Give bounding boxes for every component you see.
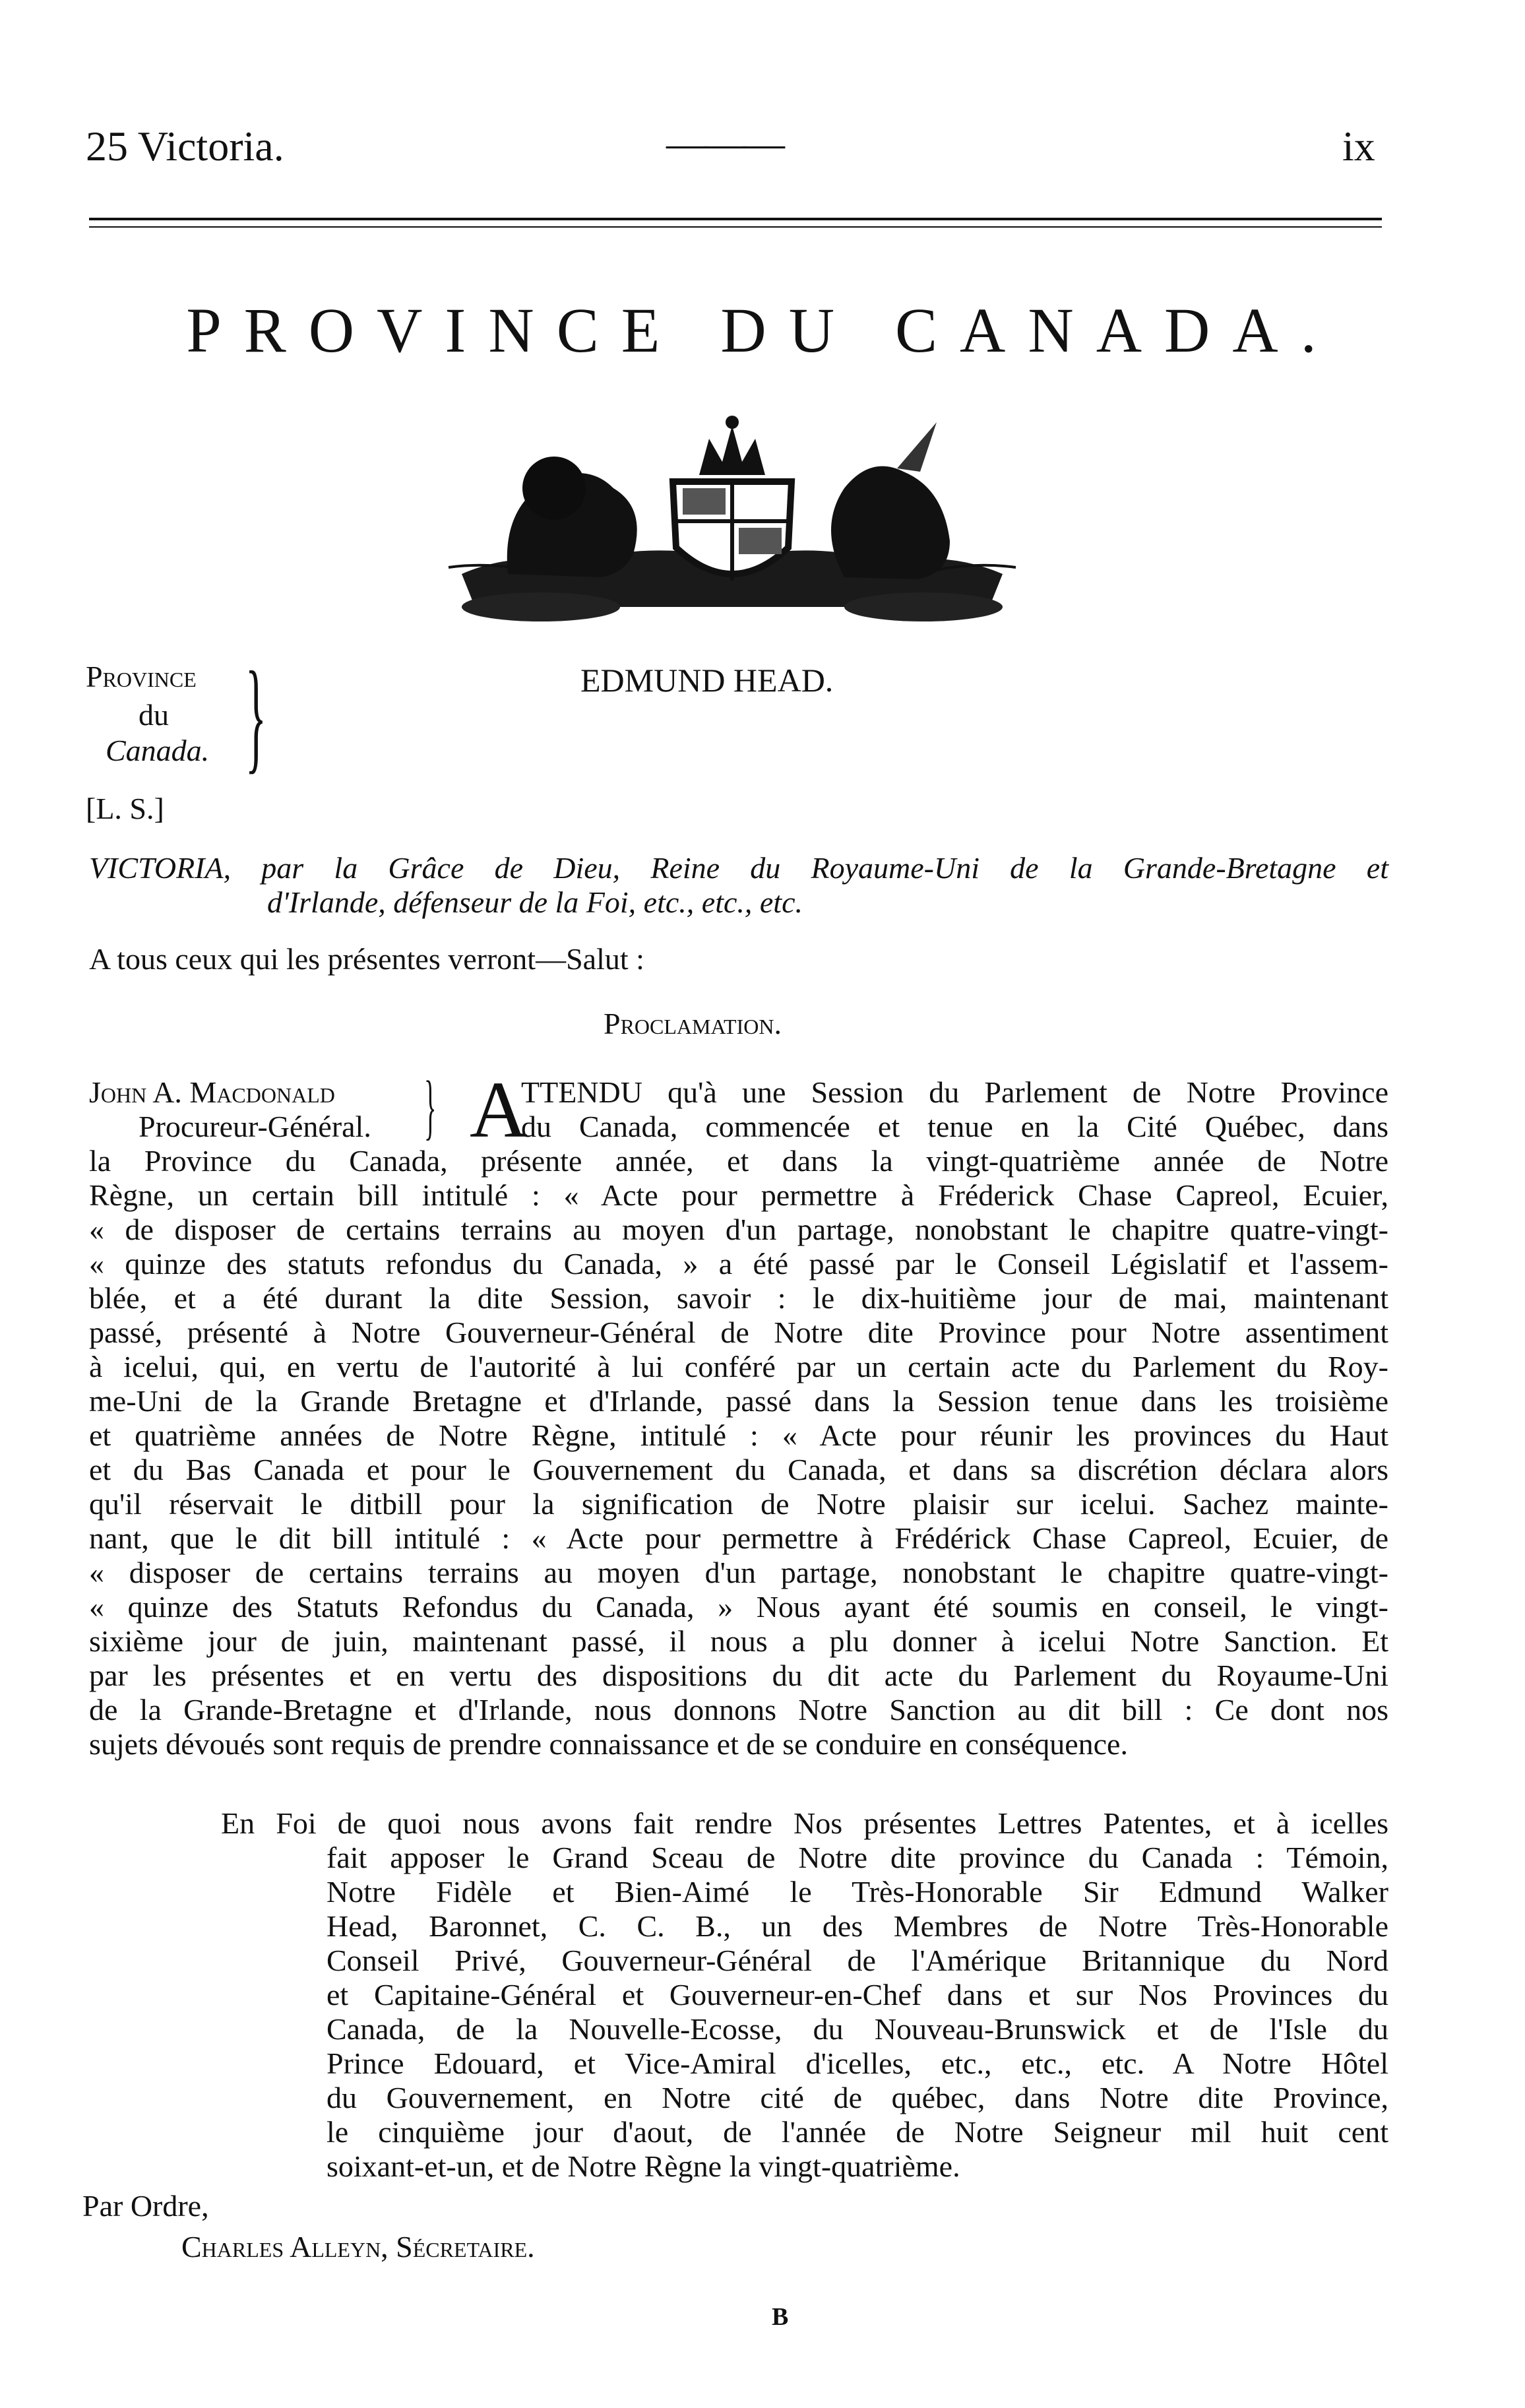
secretary-signature: Charles Alleyn, Sécretaire. <box>181 2230 535 2264</box>
proclamation-line: qu'il réservait le ditbill pour la signification de Notre plaisir sur icelui. Sachez mainte- <box>89 1487 1388 1521</box>
proclamation-line: Règne, un certain bill intitulé : « Acte pour permettre à Fréderick Chase Capreol, Ecuier, <box>89 1178 1388 1212</box>
proclamation-line: par les présentes et en vertu des dispositions du dit acte du Parlement du Royaume-Uni <box>89 1659 1388 1692</box>
attestation-line: En Foi de quoi nous avons fait rendre Nos présentes Lettres Patentes, et à icelles <box>221 1806 1388 1840</box>
proclamation-line: « quinze des statuts refondus du Canada, » a été passé par le Conseil Législatif et l'assem- <box>89 1247 1388 1281</box>
governor-signature: EDMUND HEAD. <box>580 662 834 699</box>
royal-style-line-2: d'Irlande, défenseur de la Foi, etc., etc., etc. <box>267 885 803 919</box>
drop-cap: A <box>470 1065 528 1155</box>
running-head-dash: ——— <box>666 119 781 166</box>
attorney-general-office: Procureur-Général. <box>139 1110 371 1143</box>
by-order-label: Par Ordre, <box>82 2189 209 2223</box>
proclamation-line: « de disposer de certains terrains au moyen d'un partage, nonobstant le chapitre quatre-vingt- <box>89 1213 1388 1246</box>
page-folio: ix <box>1342 123 1375 170</box>
signature-mark: B <box>772 2303 789 2331</box>
proclamation-line: nant, que le dit bill intitulé : « Acte pour permettre à Frédérick Chase Capreol, Ecuier, de <box>89 1521 1388 1555</box>
attestation-line: et Capitaine-Général et Gouverneur-en-Chef dans et sur Nos Provinces du <box>327 1978 1388 2012</box>
proclamation-line: et quatrième années de Notre Règne, intitulé : « Acte pour réunir les provinces du Haut <box>89 1418 1388 1452</box>
header-rule-top <box>89 218 1382 220</box>
proclamation-line: de la Grande-Bretagne et d'Irlande, nous donnons Notre Sanction au dit bill : Ce dont nos <box>89 1693 1388 1727</box>
attestation-line: fait apposer le Grand Sceau de Notre dite province du Canada : Témoin, <box>327 1841 1388 1874</box>
attestation-line: Prince Edouard, et Vice-Amiral d'icelles, etc., etc., etc. A Notre Hôtel <box>327 2046 1388 2080</box>
attestation-line: soixant-et-un, et de Notre Règne la vingt-quatrième. <box>327 2149 960 2183</box>
header-rule-bottom <box>89 226 1382 228</box>
proclamation-heading: Proclamation. <box>604 1007 782 1040</box>
salutation: A tous ceux qui les présentes verront—Salut : <box>89 942 644 976</box>
proclamation-line: passé, présenté à Notre Gouverneur-Général de Notre dite Province pour Notre assentiment <box>89 1315 1388 1349</box>
proclamation-line: me-Uni de la Grande Bretagne et d'Irlande, passé dans la Session tenue dans les troisième <box>89 1384 1388 1418</box>
attorney-general-name: John A. Macdonald <box>89 1075 335 1109</box>
attestation-line: le cinquième jour d'aout, de l'année de Notre Seigneur mil huit cent <box>327 2115 1388 2149</box>
proclamation-line: et du Bas Canada et pour le Gouvernement du Canada, et dans sa discrétion déclara alors <box>89 1453 1388 1486</box>
proclamation-line: « quinze des Statuts Refondus du Canada, » Nous ayant été soumis en conseil, le vingt- <box>89 1590 1388 1624</box>
proclamation-line: à icelui, qui, en vertu de l'autorité à lui conféré par un certain acte du Parlement du Roy- <box>89 1350 1388 1383</box>
page-title: PROVINCE DU CANADA. <box>186 295 1339 365</box>
royal-coat-of-arms-icon <box>435 409 1029 627</box>
running-head-regnal-year: 25 Victoria. <box>86 123 284 170</box>
attestation-line: Notre Fidèle et Bien-Aimé le Très-Honorable Sir Edmund Walker <box>327 1875 1388 1909</box>
province-label: Province <box>86 660 197 693</box>
attestation-line: Canada, de la Nouvelle-Ecosse, du Nouveau-Brunswick et de l'Isle du <box>327 2012 1388 2046</box>
proclamation-line: du Canada, commencée et tenue en la Cité Québec, dans <box>521 1110 1388 1143</box>
proclamation-line: blée, et a été durant la dite Session, savoir : le dix-huitième jour de mai, maintenant <box>89 1281 1388 1315</box>
province-canada-label: Canada. <box>106 734 210 767</box>
proclamation-line: sujets dévoués sont requis de prendre connaissance et de se conduire en conséquence. <box>89 1727 1128 1761</box>
attestation-line: du Gouvernement, en Notre cité de québec, dans Notre dite Province, <box>327 2081 1388 2114</box>
proclamation-line: sixième jour de juin, maintenant passé, il nous a plu donner à icelui Notre Sanction. Et <box>89 1624 1388 1658</box>
proclamation-line: TTENDU qu'à une Session du Parlement de Notre Province <box>521 1075 1388 1109</box>
proclamation-line: « disposer de certains terrains au moyen d'un partage, nonobstant le chapitre quatre-vingt- <box>89 1556 1388 1589</box>
royal-style-line-1: VICTORIA, par la Grâce de Dieu, Reine du Royaume-Uni de la Grande-Bretagne et <box>89 851 1388 885</box>
province-brace: } <box>245 647 266 785</box>
seal-mark: [L. S.] <box>86 792 164 825</box>
province-du-label: du <box>139 698 169 732</box>
attorney-brace: } <box>424 1066 437 1147</box>
attestation-line: Conseil Privé, Gouverneur-Général de l'Amérique Britannique du Nord <box>327 1944 1388 1977</box>
proclamation-line: la Province du Canada, présente année, et dans la vingt-quatrième année de Notre <box>89 1144 1388 1178</box>
attestation-line: Head, Baronnet, C. C. B., un des Membres de Notre Très-Honorable <box>327 1909 1388 1943</box>
